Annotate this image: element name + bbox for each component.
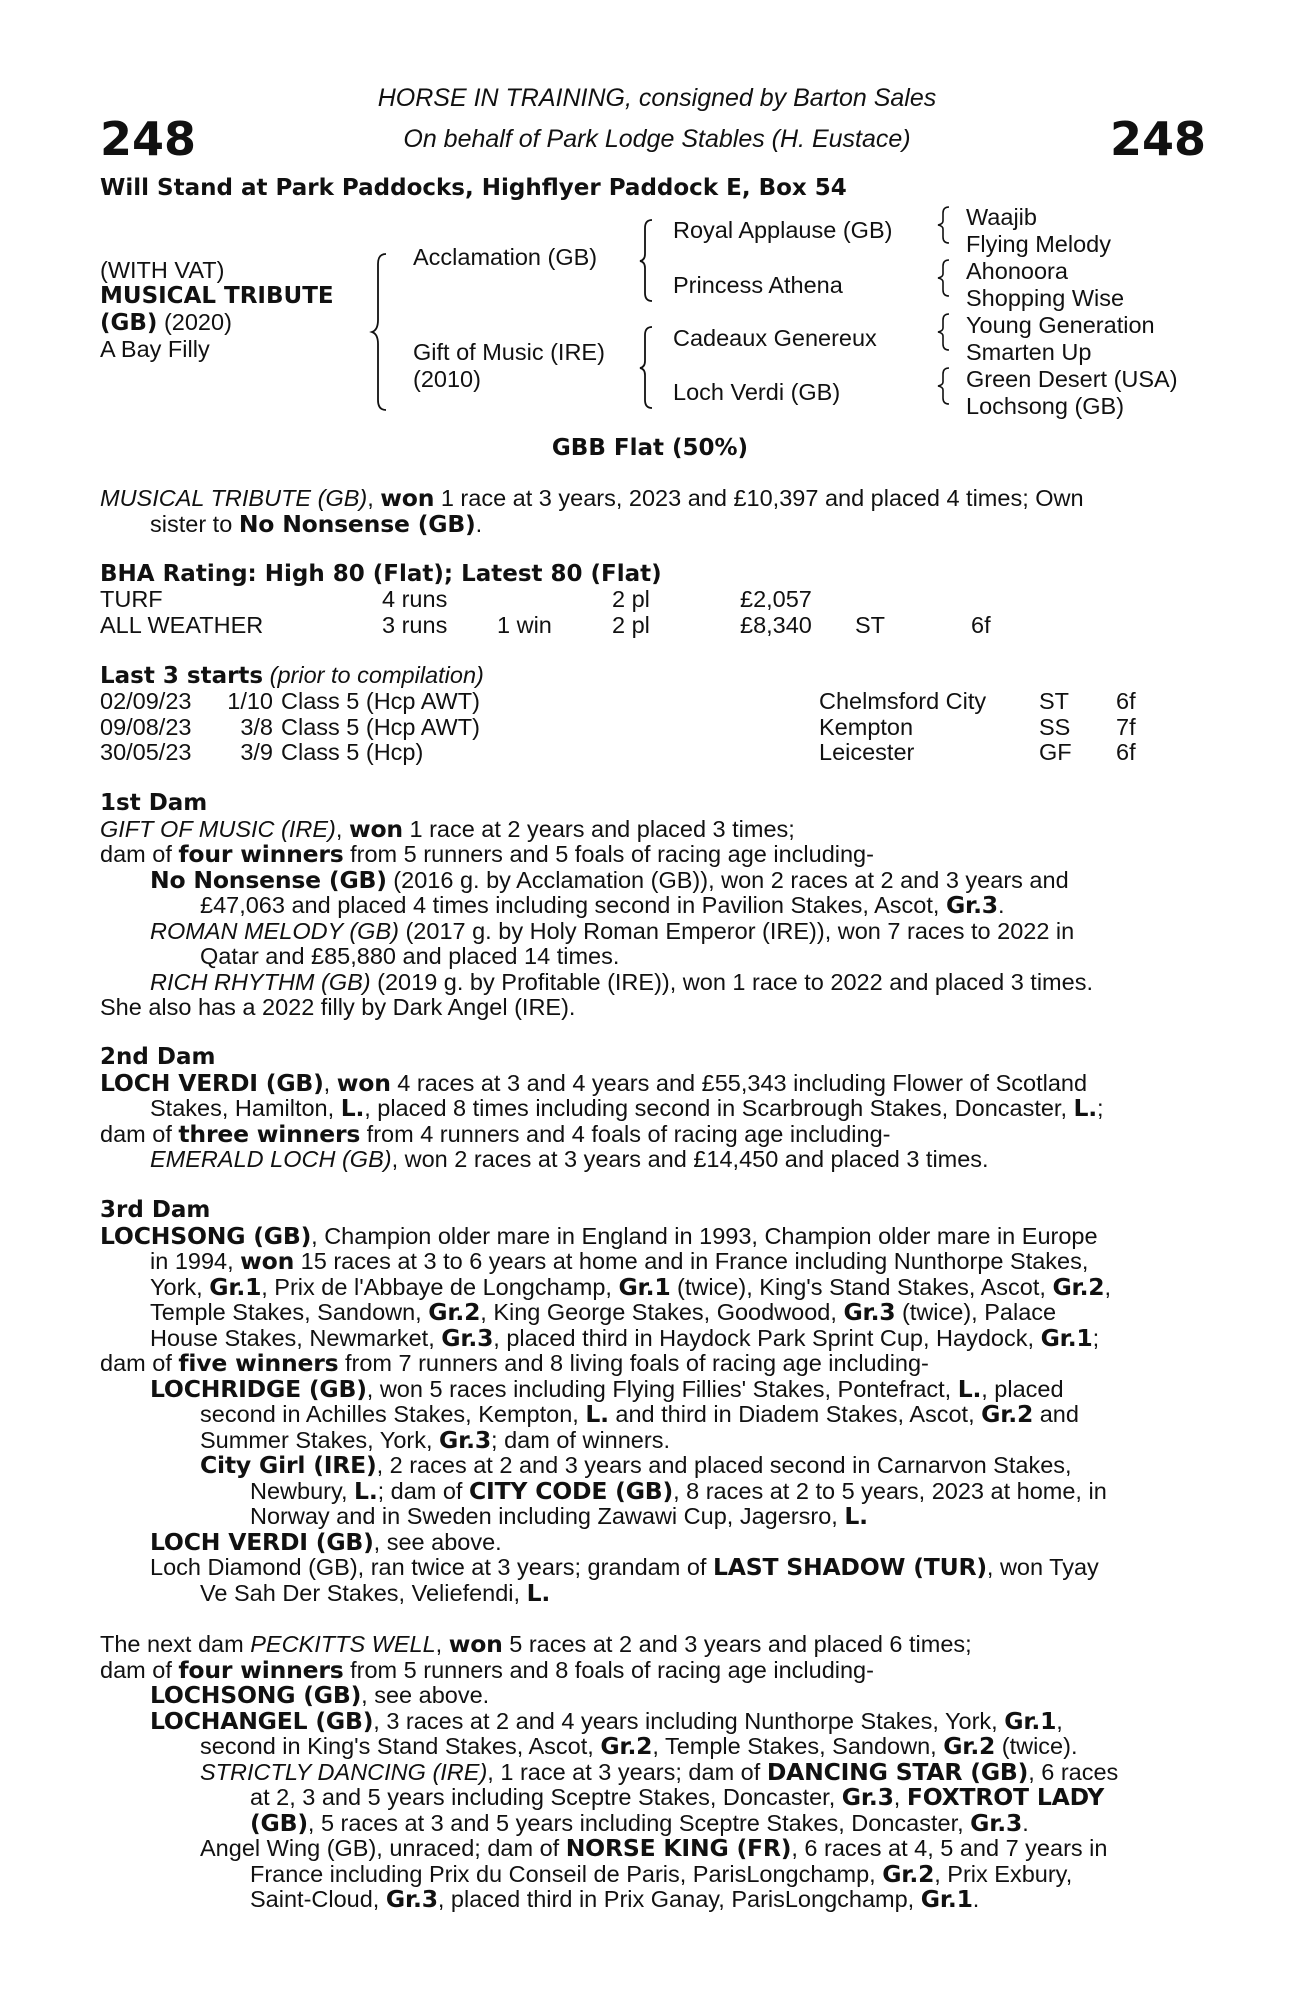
start-date: 02/09/23 bbox=[100, 688, 192, 714]
second-dam-name: LOCH VERDI (GB) bbox=[100, 1068, 324, 1097]
text: (twice), King's Stand Stakes, Ascot, bbox=[670, 1273, 1053, 1300]
pedigree-g7: Green Desert (USA) bbox=[966, 366, 1178, 392]
text: , placed third in Haydock Park Sprint Cup, Haydock, bbox=[493, 1324, 1041, 1351]
progeny-name: LOCH VERDI (GB) bbox=[150, 1527, 374, 1556]
progeny-name: (GB) bbox=[250, 1808, 308, 1837]
text: from 4 runners and 4 foals of racing age including- bbox=[360, 1120, 891, 1147]
pedigree-dam-dam: Loch Verdi (GB) bbox=[673, 379, 841, 405]
text: , placed 8 times including second in Scarbrough Stakes, Doncaster, bbox=[364, 1095, 1074, 1121]
progeny-name: City Girl (IRE) bbox=[200, 1451, 377, 1479]
grade: Gr.2 bbox=[943, 1732, 996, 1760]
last-starts-heading: Last 3 starts bbox=[100, 663, 264, 689]
start-row bbox=[100, 715, 1136, 741]
horse-name: MUSICAL TRIBUTE bbox=[100, 283, 334, 309]
grade: L. bbox=[1073, 1094, 1098, 1122]
horse-origin-year bbox=[100, 310, 232, 337]
pedigree-g1: Waajib bbox=[966, 204, 1037, 230]
rating-surface: ALL WEATHER bbox=[100, 611, 264, 638]
text: from 5 runners and 5 foals of racing age including- bbox=[343, 841, 874, 867]
second-dam-section bbox=[100, 1045, 1200, 1173]
start-course: Leicester bbox=[819, 739, 915, 765]
summary-text1: 1 race at 3 years, 2023 and £10,397 and placed 4 times; Own bbox=[434, 485, 1084, 511]
grade: L. bbox=[585, 1400, 609, 1428]
text: Saint-Cloud, bbox=[250, 1886, 386, 1912]
gbb-line: GBB Flat (50%) bbox=[551, 435, 749, 461]
winners-count: three winners bbox=[178, 1119, 361, 1148]
text: York, bbox=[150, 1273, 210, 1300]
last-starts-table bbox=[100, 689, 1136, 766]
text: (2016 g. by Acclamation (GB)), won 2 races at 2 and 3 years and bbox=[386, 866, 1069, 893]
summary-sister: No Nonsense (GB) bbox=[238, 509, 476, 538]
start-position: 3/9 bbox=[240, 739, 273, 765]
pedigree-brace-g2 bbox=[938, 258, 952, 298]
text: at 2, 3 and 5 years including Sceptre Stakes, Doncaster, bbox=[250, 1784, 842, 1810]
text: , placed third in Prix Ganay, ParisLongchamp, bbox=[437, 1886, 921, 1912]
text: ; dam of bbox=[377, 1477, 469, 1504]
text: Angel Wing (GB), unraced; dam of bbox=[200, 1835, 566, 1861]
pedigree-g2: Flying Melody bbox=[966, 231, 1111, 257]
start-distance: 6f bbox=[1116, 739, 1136, 765]
summary: MUSICAL TRIBUTE (GB), won 1 race at 3 years, 2023 and £10,397 and placed 4 times; Own sister to No Nonsense (GB). bbox=[100, 484, 1084, 538]
pedigree-g3: Ahonoora bbox=[966, 258, 1068, 284]
grade: L. bbox=[957, 1374, 982, 1403]
horse-year: (2020) bbox=[163, 309, 232, 335]
progeny-name: EMERALD LOCH (GB) bbox=[150, 1146, 392, 1172]
text: (2017 g. by Holy Roman Emperor (IRE)), won 7 races to 2022 in bbox=[398, 917, 1075, 944]
pedigree-g6: Smarten Up bbox=[966, 339, 1092, 365]
text: 5 races at 2 and 3 years and placed 6 times; bbox=[502, 1631, 972, 1657]
text: ; dam of winners. bbox=[491, 1426, 670, 1453]
last-starts-note: (prior to compilation) bbox=[269, 662, 484, 688]
text: The next dam bbox=[100, 1631, 251, 1657]
text: Norway and in Sweden including Zawawi Cup, Jagersro, bbox=[250, 1503, 845, 1529]
grade: Gr.1 bbox=[1040, 1323, 1093, 1352]
grade: Gr.1 bbox=[920, 1885, 973, 1913]
rating-distance bbox=[971, 587, 991, 613]
text: , 6 races bbox=[1028, 1758, 1119, 1785]
rating-row bbox=[100, 587, 991, 613]
rating-going: ST bbox=[855, 611, 886, 638]
start-position: 3/8 bbox=[240, 713, 273, 740]
text: , Champion older mare in England in 1993, Champion older mare in Europe bbox=[311, 1222, 1098, 1249]
summary-text2: sister to bbox=[150, 510, 239, 537]
progeny-name: LOCHRIDGE (GB) bbox=[150, 1374, 367, 1403]
text: from 7 runners and 8 living foals of racing age including- bbox=[338, 1350, 929, 1376]
text: , bbox=[323, 1069, 337, 1096]
lot-number-left: 248 bbox=[100, 112, 197, 166]
rating-distance: 6f bbox=[971, 611, 991, 638]
text: . bbox=[1022, 1809, 1029, 1836]
text: 1 race at 2 years and placed 3 times; bbox=[402, 815, 795, 842]
text: and bbox=[1033, 1401, 1079, 1427]
text: Qatar and £85,880 and placed 14 times. bbox=[200, 943, 620, 969]
start-class: Class 5 (Hcp AWT) bbox=[281, 688, 480, 714]
text: in 1994, bbox=[150, 1248, 241, 1274]
start-distance: 7f bbox=[1116, 713, 1136, 740]
text: , 2 races at 2 and 3 years and placed second in Carnarvon Stakes, bbox=[376, 1452, 1072, 1478]
rating-wins bbox=[497, 587, 612, 613]
summary-text3: . bbox=[475, 510, 483, 537]
first-dam-name: GIFT OF MUSIC (IRE) bbox=[100, 815, 336, 842]
progeny-name: LOCHANGEL (GB) bbox=[150, 1706, 374, 1735]
text: 4 races at 3 and 4 years and £55,343 including Flower of Scotland bbox=[390, 1069, 1088, 1096]
start-position: 1/10 bbox=[227, 688, 273, 714]
location-line: Will Stand at Park Paddocks, Highflyer Paddock E, Box 54 bbox=[100, 175, 847, 201]
text: second in Achilles Stakes, Kempton, bbox=[200, 1401, 586, 1427]
text: , bbox=[1056, 1707, 1063, 1734]
rating-placed: 2 pl bbox=[612, 586, 650, 612]
text: Temple Stakes, Sandown, bbox=[150, 1299, 429, 1325]
text: , 5 races at 3 and 5 years including Sceptre Stakes, Doncaster, bbox=[307, 1809, 971, 1836]
grade: Gr.3 bbox=[843, 1298, 896, 1326]
grade: Gr.3 bbox=[439, 1425, 492, 1454]
pedigree-g5: Young Generation bbox=[966, 312, 1155, 338]
summary-name: MUSICAL TRIBUTE (GB) bbox=[100, 485, 368, 511]
rating-going bbox=[855, 587, 971, 613]
pedigree-dam: Gift of Music (IRE) bbox=[413, 339, 605, 365]
grade: L. bbox=[844, 1502, 868, 1530]
pedigree-sire-dam: Princess Athena bbox=[673, 272, 843, 298]
consignor-line: HORSE IN TRAINING, consigned by Barton Sales bbox=[377, 84, 937, 112]
text: , Prix de l'Abbaye de Longchamp, bbox=[261, 1273, 619, 1300]
last-starts-heading-row bbox=[100, 663, 484, 690]
text: , 1 race at 3 years; dam of bbox=[487, 1758, 767, 1785]
text: , won Tyay bbox=[986, 1554, 1099, 1580]
start-class: Class 5 (Hcp) bbox=[281, 739, 424, 765]
pedigree-brace-g4 bbox=[938, 366, 952, 406]
text: (twice). bbox=[995, 1733, 1078, 1759]
text: dam of bbox=[100, 1656, 179, 1683]
rating-money: £2,057 bbox=[740, 586, 812, 612]
progeny-name: CITY CODE (GB) bbox=[469, 1476, 674, 1505]
text: ; bbox=[1092, 1324, 1100, 1351]
summary-won: won bbox=[380, 484, 435, 512]
third-dam-section bbox=[100, 1198, 1200, 1606]
won-label: won bbox=[240, 1247, 295, 1275]
text: dam of bbox=[100, 1350, 179, 1376]
rating-runs: 3 runs bbox=[382, 611, 448, 638]
text: , 3 races at 2 and 4 years including Nunthorpe Stakes, York, bbox=[373, 1707, 1005, 1734]
progeny-name: No Nonsense (GB) bbox=[150, 865, 387, 894]
grade: Gr.2 bbox=[1052, 1272, 1105, 1301]
grade: L. bbox=[340, 1094, 365, 1122]
text: . bbox=[972, 1886, 980, 1912]
grade: Gr.1 bbox=[209, 1272, 262, 1301]
progeny-name: FOXTROT LADY bbox=[906, 1783, 1105, 1811]
text: and third in Diadem Stakes, Ascot, bbox=[608, 1401, 982, 1427]
start-going: ST bbox=[1039, 688, 1070, 714]
grade: Gr.3 bbox=[441, 1323, 494, 1352]
text: dam of bbox=[100, 1120, 179, 1147]
start-course: Chelmsford City bbox=[819, 688, 987, 714]
text: . bbox=[997, 892, 1005, 918]
grade: Gr.1 bbox=[618, 1272, 671, 1301]
text: , see above. bbox=[361, 1682, 490, 1708]
progeny-name: NORSE KING (FR) bbox=[565, 1834, 792, 1862]
won-label: won bbox=[336, 1068, 391, 1097]
third-dam-heading: 3rd Dam bbox=[100, 1197, 211, 1223]
winners-count: four winners bbox=[178, 840, 344, 868]
text: (twice), Palace bbox=[895, 1299, 1057, 1325]
start-row bbox=[100, 740, 1136, 766]
text: , bbox=[435, 1631, 449, 1657]
progeny-name: DANCING STAR (GB) bbox=[766, 1757, 1029, 1786]
pedigree-dam-year: (2010) bbox=[413, 366, 481, 392]
text: second in King's Stand Stakes, Ascot, bbox=[200, 1733, 601, 1759]
text: , 8 races at 2 to 5 years, 2023 at home, in bbox=[673, 1477, 1107, 1504]
text: , placed bbox=[981, 1375, 1064, 1402]
progeny-name: ROMAN MELODY (GB) bbox=[150, 917, 399, 944]
pedigree-brace-g1 bbox=[938, 205, 952, 245]
first-dam-section: 1st Dam GIFT OF MUSIC (IRE), won 1 race at 2 years and placed 3 times; dam of four winners from 5 runners and 5 foals of racing age including- No Nonsense (GB) (2016 g. by Acclamation (GB)), won 2 races at 2 and 3 years and £47,063 and placed 4 times including second in Pavilion Stakes, Ascot, Gr.3. ROMAN MELODY (GB) (2017 g. by Holy Roman Emperor (IRE)), won 7 races to 2022 in Qatar and £85,880 and placed 14 times. RICH RHYTHM (GB) (2019 g. by Profitable (IRE)), won 1 race to 2022 and placed 3 times. She also has a 2022 filly by Dark Angel (IRE). bbox=[100, 791, 1200, 1021]
text: 15 races at 3 to 6 years at home and in France including Nunthorpe Stakes, bbox=[294, 1248, 1089, 1274]
text: ; bbox=[1097, 1095, 1104, 1121]
progeny-name: LAST SHADOW (TUR) bbox=[712, 1553, 987, 1581]
text: £47,063 and placed 4 times including second in Pavilion Stakes, Ascot, bbox=[200, 892, 946, 918]
text: House Stakes, Newmarket, bbox=[150, 1324, 442, 1351]
grade: L. bbox=[526, 1578, 551, 1607]
pedigree-sire-sire: Royal Applause (GB) bbox=[673, 217, 893, 243]
progeny-name: STRICTLY DANCING (IRE) bbox=[200, 1758, 488, 1785]
grade: Gr.3 bbox=[385, 1885, 438, 1913]
text: , King George Stakes, Goodwood, bbox=[480, 1299, 844, 1325]
text: dam of bbox=[100, 841, 179, 867]
start-date: 09/08/23 bbox=[100, 713, 192, 740]
rating-wins: 1 win bbox=[497, 611, 552, 638]
pedigree-g8: Lochsong (GB) bbox=[966, 393, 1125, 419]
progeny-name: RICH RHYTHM (GB) bbox=[150, 968, 371, 995]
text: Newbury, bbox=[250, 1477, 355, 1504]
grade: Gr.2 bbox=[428, 1298, 481, 1326]
text: , see above. bbox=[373, 1528, 502, 1555]
pedigree-sire: Acclamation (GB) bbox=[413, 244, 598, 270]
start-going: SS bbox=[1039, 713, 1071, 740]
lot-number-right: 248 bbox=[1109, 112, 1206, 166]
grade: Gr.3 bbox=[841, 1783, 894, 1811]
won-label: won bbox=[448, 1630, 503, 1658]
next-dam-section bbox=[100, 1632, 1200, 1913]
text: , bbox=[893, 1784, 907, 1810]
won-label: won bbox=[348, 814, 403, 843]
grade: Gr.3 bbox=[970, 1808, 1023, 1837]
text: (2019 g. by Profitable (IRE)), won 1 race to 2022 and placed 3 times. bbox=[370, 968, 1093, 995]
rating-placed: 2 pl bbox=[612, 611, 650, 638]
rating-heading: BHA Rating: High 80 (Flat); Latest 80 (Flat) bbox=[100, 561, 662, 587]
horse-description: A Bay Filly bbox=[100, 336, 210, 362]
grade: Gr.1 bbox=[1004, 1706, 1057, 1735]
grade: L. bbox=[354, 1476, 378, 1505]
start-class: Class 5 (Hcp AWT) bbox=[281, 713, 480, 740]
pedigree-brace-sire bbox=[640, 218, 656, 303]
pedigree-brace-dam bbox=[640, 325, 656, 410]
text: Stakes, Hamilton, bbox=[150, 1095, 341, 1121]
rating-runs: 4 runs bbox=[382, 586, 448, 612]
text: from 5 runners and 8 foals of racing age including- bbox=[343, 1656, 874, 1683]
start-going: GF bbox=[1039, 739, 1072, 765]
text: Summer Stakes, York, bbox=[200, 1426, 440, 1453]
rating-money: £8,340 bbox=[740, 611, 812, 638]
pedigree-dam-sire: Cadeaux Genereux bbox=[673, 325, 877, 351]
text: France including Prix du Conseil de Paris, ParisLongchamp, bbox=[250, 1860, 883, 1887]
pedigree-brace-g3 bbox=[938, 312, 952, 352]
text: , won 2 races at 3 years and £14,450 and placed 3 times. bbox=[391, 1146, 989, 1172]
grade: Gr.2 bbox=[882, 1859, 935, 1888]
first-dam-heading: 1st Dam bbox=[100, 790, 208, 816]
text: She also has a 2022 filly by Dark Angel (IRE). bbox=[100, 994, 576, 1020]
text: Loch Diamond (GB), ran twice at 3 years; grandam of bbox=[150, 1554, 713, 1580]
progeny-name: LOCHSONG (GB) bbox=[150, 1681, 362, 1709]
pedigree-brace-main bbox=[372, 252, 392, 412]
text: , bbox=[1104, 1273, 1111, 1300]
horse-origin: (GB) bbox=[100, 310, 158, 336]
grade: Gr.3 bbox=[945, 891, 998, 919]
start-date: 30/05/23 bbox=[100, 739, 192, 765]
second-dam-heading: 2nd Dam bbox=[100, 1044, 216, 1070]
third-dam-name: LOCHSONG (GB) bbox=[100, 1221, 312, 1250]
winners-count: four winners bbox=[178, 1655, 344, 1684]
next-dam-name: PECKITTS WELL bbox=[250, 1631, 436, 1657]
start-course: Kempton bbox=[819, 713, 914, 740]
text: , 6 races at 4, 5 and 7 years in bbox=[791, 1835, 1108, 1861]
vat-note: (WITH VAT) bbox=[100, 257, 225, 283]
start-row bbox=[100, 689, 1136, 715]
winners-count: five winners bbox=[178, 1349, 339, 1377]
grade: Gr.2 bbox=[981, 1400, 1034, 1428]
rating-surface: TURF bbox=[100, 586, 163, 612]
start-distance: 6f bbox=[1116, 688, 1136, 714]
grade: Gr.2 bbox=[600, 1732, 653, 1760]
text: , Temple Stakes, Sandown, bbox=[652, 1733, 944, 1759]
pedigree-g4: Shopping Wise bbox=[966, 285, 1125, 311]
rating-row bbox=[100, 613, 991, 639]
text: , won 5 races including Flying Fillies' Stakes, Pontefract, bbox=[366, 1375, 958, 1402]
behalf-line: On behalf of Park Lodge Stables (H. Eustace) bbox=[403, 125, 911, 153]
text: Ve Sah Der Stakes, Veliefendi, bbox=[200, 1579, 527, 1606]
rating-table bbox=[100, 587, 991, 638]
text: , Prix Exbury, bbox=[934, 1860, 1073, 1887]
